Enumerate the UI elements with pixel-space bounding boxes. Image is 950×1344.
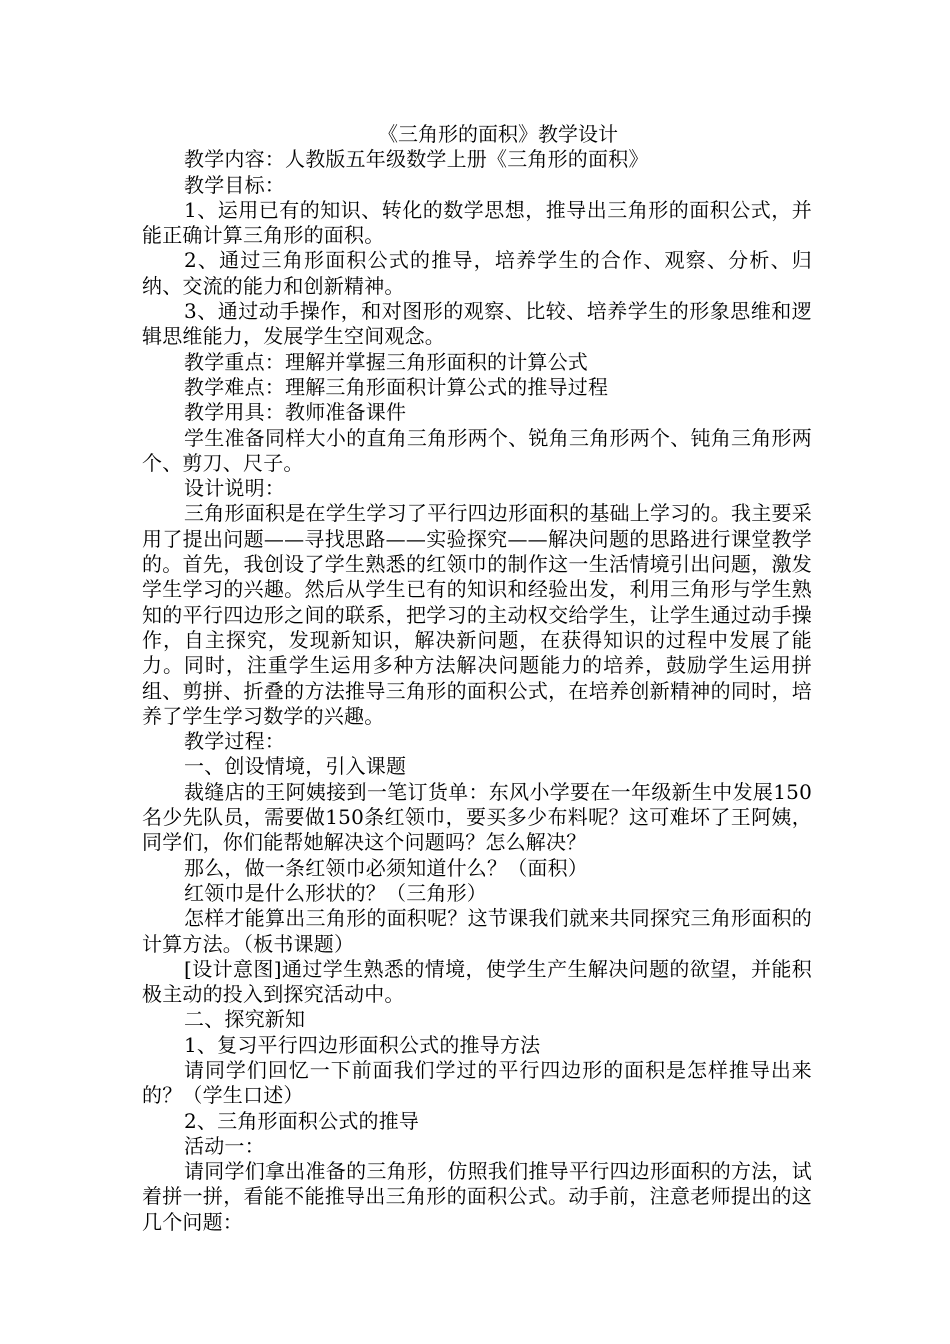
section-heading-1: 一、创设情境，引入课题 xyxy=(184,754,407,779)
paragraph-question-method: 怎样才能算出三角形的面积呢？这节课我们就来共同探究三角形面积的计算方法。（板书课题） xyxy=(142,906,812,956)
paragraph-teaching-content: 教学内容：人教版五年级数学上册《三角形的面积》 xyxy=(184,147,649,172)
paragraph-question-area: 那么，做一条红领巾必须知道什么？（面积） xyxy=(184,855,588,880)
paragraph-student-materials: 学生准备同样大小的直角三角形两个、锐角三角形两个、钝角三角形两个、剪刀、尺子。 xyxy=(142,425,812,475)
paragraph-design-note: 三角形面积是在学生学习了平行四边形面积的基础上学习的。我主要采用了提出问题——寻找思路——实验探究——解决问题的思路进行课堂教学的。首先，我创设了学生熟悉的红领巾的制作这一生活情境引出问题，激发学生学习的兴趣。然后从学生已有的知识和经验出发，利用三角形与学生熟知的平行四边形之间的联系，把学习的主动权交给学生，让学生通过动手操作，自主探究，发现新知识，解决新问题，在获得知识的过程中发展了能力。同时，注重学生运用多种方法解决问题能力的培养，鼓励学生运用拼组、剪拼、折叠的方法推导三角形的面积公式，在培养创新精神的同时，培养了学生学习数学的兴趣。 xyxy=(142,501,812,728)
paragraph-activity-1: 请同学们拿出准备的三角形，仿照我们推导平行四边形面积的方法，试着拼一拼，看能不能推导出三角形的面积公式。动手前，注意老师提出的这几个问题： xyxy=(142,1159,812,1234)
paragraph-scenario: 裁缝店的王阿姨接到一笔订货单：东风小学要在一年级新生中发展150名少先队员，需要做150条红领巾，要买多少布料呢？这可难坏了王阿姨，同学们，你们能帮她解决这个问题吗？怎么解决？ xyxy=(142,779,812,855)
paragraph-key-point: 教学重点：理解并掌握三角形面积的计算公式 xyxy=(184,349,588,374)
paragraph-review: 请同学们回忆一下前面我们学过的平行四边形的面积是怎样推导出来的？（学生口述） xyxy=(142,1057,812,1108)
paragraph-design-note-heading: 设计说明： xyxy=(184,476,285,501)
paragraph-question-shape: 红领巾是什么形状的？（三角形） xyxy=(184,880,487,905)
paragraph-activity-1-heading: 活动一： xyxy=(184,1133,265,1158)
paragraph-difficult-point: 教学难点：理解三角形面积计算公式的推导过程 xyxy=(184,374,609,399)
paragraph-goal-1: 1、运用已有的知识、转化的数学思想，推导出三角形的面积公式，并能正确计算三角形的面积。 xyxy=(142,197,812,248)
paragraph-goal-3: 3、通过动手操作，和对图形的观察、比较、培养学生的形象思维和逻辑思维能力，发展学生空间观念。 xyxy=(142,299,812,349)
document-page xyxy=(142,122,812,1235)
section-heading-2: 二、探究新知 xyxy=(184,1007,306,1032)
subsection-heading-2: 2、三角形面积公式的推导 xyxy=(184,1108,420,1133)
paragraph-goal-2: 2、通过三角形面积公式的推导，培养学生的合作、观察、分析、归纳、交流的能力和创新精神。 xyxy=(142,248,812,298)
document-title: 《三角形的面积》教学设计 xyxy=(378,122,618,146)
paragraph-design-intent: [设计意图]通过学生熟悉的情境，使学生产生解决问题的欲望，并能积极主动的投入到探究活动中。 xyxy=(142,956,812,1007)
paragraph-teaching-tools: 教学用具：教师准备课件 xyxy=(184,400,407,425)
paragraph-process-heading: 教学过程： xyxy=(184,729,285,754)
subsection-heading-1: 1、复习平行四边形面积公式的推导方法 xyxy=(184,1032,541,1057)
paragraph-teaching-goals-heading: 教学目标： xyxy=(184,172,285,197)
